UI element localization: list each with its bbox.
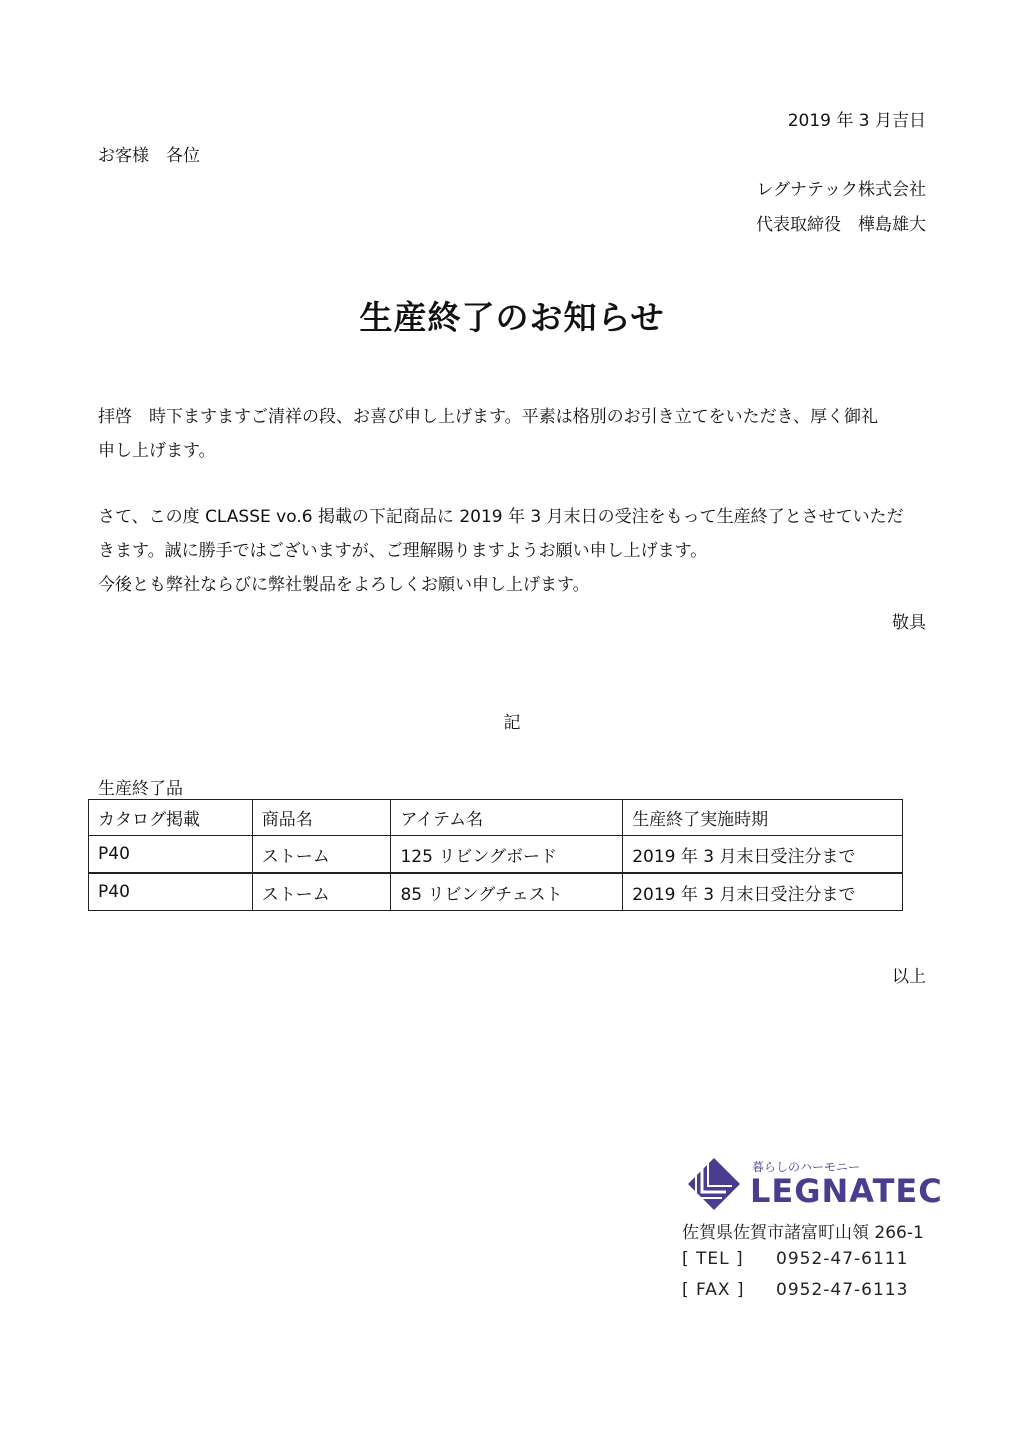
cell-catalog: P40 (89, 873, 253, 911)
table-row (89, 873, 903, 911)
notice-line-2: きます。誠に勝手ではございますが、ご理解賜りますようお願い申し上げます。 (98, 541, 708, 561)
fax (682, 1280, 908, 1300)
ending-ijo: 以上 (892, 967, 926, 987)
cell-item: 85 リビングチェスト (391, 873, 623, 911)
tel-label: [ TEL ] (682, 1249, 744, 1269)
greeting-line-1: 拝啓 時下ますますご清祥の段、お喜び申し上げます。平素は格別のお引き立てをいただき、厚く御礼 (98, 407, 878, 427)
notice-line-3: 今後とも弊社ならびに弊社製品をよろしくお願い申し上げます。 (98, 575, 590, 595)
cell-product: ストーム (252, 836, 391, 874)
header-period: 生産終了実施時期 (623, 800, 903, 836)
logo-tagline: 暮らしのハーモニー (752, 1160, 861, 1174)
closing-keigu: 敬具 (892, 613, 926, 633)
table-header-row (89, 800, 903, 836)
header-item: アイテム名 (391, 800, 623, 836)
greeting-paragraph (98, 400, 928, 468)
header-catalog: カタログ掲載 (89, 800, 253, 836)
cell-product: ストーム (252, 873, 391, 911)
company-address: 佐賀県佐賀市諸富町山領 266-1 (682, 1223, 924, 1243)
notice-paragraph (98, 500, 928, 602)
header-product: 商品名 (252, 800, 391, 836)
logo-wordmark: LEGNATEC (750, 1172, 943, 1210)
tel-value: 0952-47-6111 (776, 1249, 909, 1269)
table-label: 生産終了品 (98, 779, 183, 799)
cell-catalog: P40 (89, 836, 253, 874)
fax-label: [ FAX ] (682, 1280, 745, 1300)
greeting-line-2: 申し上げます。 (98, 441, 216, 461)
notice-line-1: さて、この度 CLASSE vo.6 掲載の下記商品に 2019 年 3 月末日の受注をもって生産終了とさせていただ (98, 507, 904, 527)
discontinued-items-table (88, 799, 903, 911)
fax-value: 0952-47-6113 (776, 1280, 909, 1300)
ki-heading: 記 (503, 713, 521, 733)
issue-date: 2019 年 3 月吉日 (787, 111, 926, 131)
cell-item: 125 リビングボード (391, 836, 623, 874)
representative: 代表取締役 樺島雄大 (756, 215, 926, 235)
telephone (682, 1249, 908, 1269)
cell-period: 2019 年 3 月末日受注分まで (623, 873, 903, 911)
cell-period: 2019 年 3 月末日受注分まで (623, 836, 903, 874)
recipient: お客様 各位 (98, 146, 200, 166)
table-row (89, 836, 903, 874)
company-name: レグナテック株式会社 (756, 180, 926, 200)
page-title: 生産終了のお知らせ (359, 298, 665, 337)
